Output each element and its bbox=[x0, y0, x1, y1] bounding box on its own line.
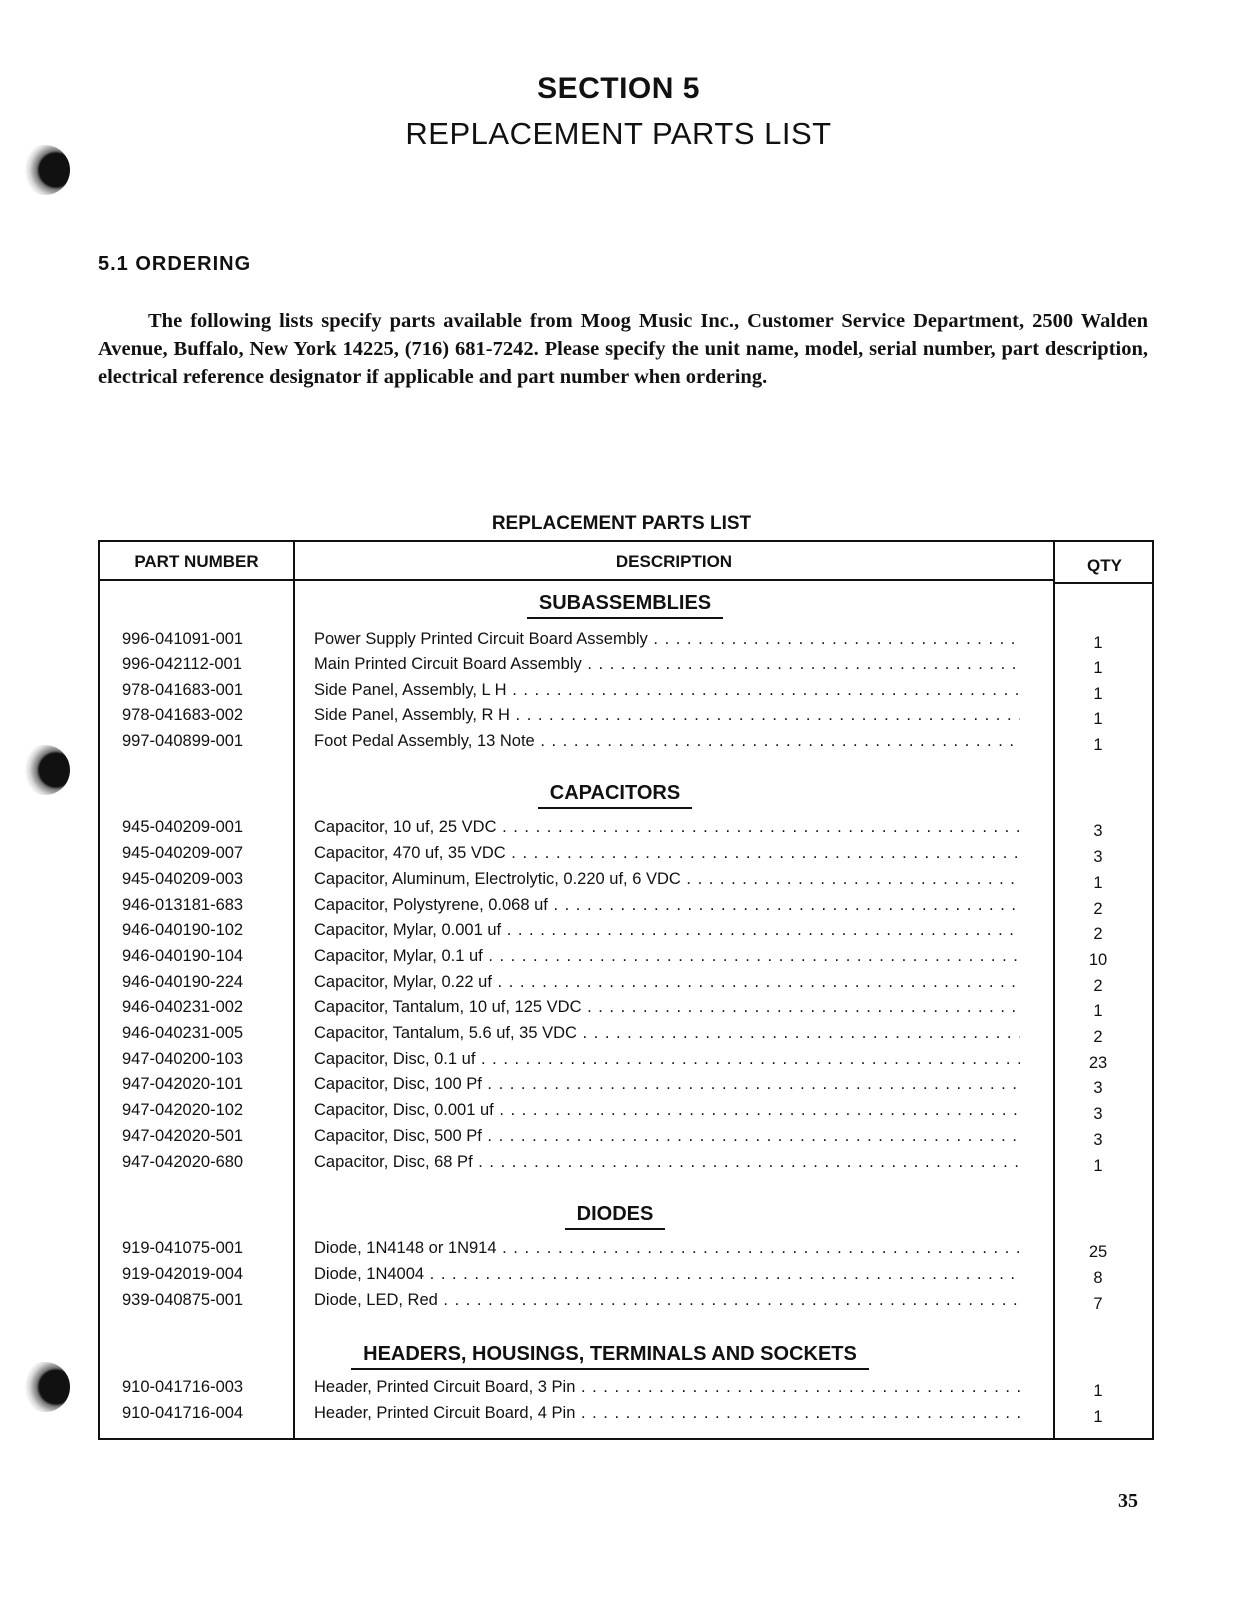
quantity: 1 bbox=[1093, 1002, 1103, 1020]
quantity: 3 bbox=[1093, 822, 1103, 840]
description: Capacitor, Polystyrene, 0.068 uf . . . bbox=[314, 896, 1020, 915]
quantity: 1 bbox=[1093, 1408, 1103, 1426]
part-number: 946-040190-104 bbox=[122, 947, 244, 965]
quantity: 1 bbox=[1093, 874, 1103, 892]
quantity: 8 bbox=[1093, 1269, 1103, 1287]
description: Diode, 1N4004 . . . bbox=[314, 1265, 1020, 1284]
part-number: 946-040231-005 bbox=[122, 1024, 244, 1042]
description: Capacitor, Disc, 0.1 uf . . . bbox=[314, 1050, 1020, 1069]
binder-hole-icon bbox=[20, 1362, 70, 1412]
part-number: 946-040190-224 bbox=[122, 973, 244, 991]
part-number: 919-042019-004 bbox=[122, 1265, 244, 1283]
description: Capacitor, Aluminum, Electrolytic, 0.220 uf, 6 VDC . . . bbox=[314, 870, 1020, 889]
ordering-heading: 5.1 ORDERING bbox=[98, 253, 252, 275]
part-number: 939-040875-001 bbox=[122, 1291, 244, 1309]
part-number: 947-042020-101 bbox=[122, 1075, 244, 1093]
description: Capacitor, Mylar, 0.1 uf . . . bbox=[314, 947, 1020, 966]
quantity: 3 bbox=[1093, 1105, 1103, 1123]
description: Capacitor, Disc, 68 Pf . . . bbox=[314, 1153, 1020, 1172]
quantity: 1 bbox=[1093, 685, 1103, 703]
description: Capacitor, Tantalum, 5.6 uf, 35 VDC . . . bbox=[314, 1024, 1020, 1043]
quantity: 3 bbox=[1093, 1131, 1103, 1149]
table-row bbox=[100, 1378, 1152, 1404]
table-row bbox=[100, 1075, 1152, 1101]
table-row bbox=[100, 1153, 1152, 1179]
group-heading-diodes: DIODES bbox=[285, 1203, 945, 1230]
table-row bbox=[100, 947, 1152, 973]
quantity: 23 bbox=[1088, 1054, 1108, 1072]
quantity: 25 bbox=[1088, 1243, 1108, 1261]
part-number: 945-040209-003 bbox=[122, 870, 244, 888]
description: Capacitor, 470 uf, 35 VDC . . . bbox=[314, 844, 1020, 863]
ordering-paragraph: The following lists specify parts available from Moog Music Inc., Customer Service Department, 2500 Walden Avenue, Buffalo, New York 14225, (716) 681-7242. Please specify the unit name, model, serial number, part description, electrical reference designator if applicable and part number when ordering. bbox=[98, 310, 1148, 388]
binder-hole-icon bbox=[20, 145, 70, 195]
description: Capacitor, Disc, 0.001 uf . . . bbox=[314, 1101, 1020, 1120]
description: Diode, 1N4148 or 1N914 . . . bbox=[314, 1239, 1020, 1258]
column-header-part-number: PART NUMBER bbox=[134, 552, 259, 571]
description: Main Printed Circuit Board Assembly . . . bbox=[314, 655, 1020, 674]
group-heading-capacitors: CAPACITORS bbox=[285, 782, 945, 809]
part-number: 919-041075-001 bbox=[122, 1239, 244, 1257]
table-row bbox=[100, 921, 1152, 947]
description: Foot Pedal Assembly, 13 Note . . . bbox=[314, 732, 1020, 751]
description: Capacitor, Mylar, 0.22 uf . . . bbox=[314, 973, 1020, 992]
part-number: 946-040190-102 bbox=[122, 921, 244, 939]
part-number: 947-042020-501 bbox=[122, 1127, 244, 1145]
group-heading-headers: HEADERS, HOUSINGS, TERMINALS AND SOCKETS bbox=[280, 1343, 940, 1370]
quantity: 1 bbox=[1093, 736, 1103, 754]
quantity: 3 bbox=[1093, 1079, 1103, 1097]
part-number: 946-013181-683 bbox=[122, 896, 244, 914]
quantity: 7 bbox=[1093, 1295, 1103, 1313]
table-row bbox=[100, 896, 1152, 922]
description: Header, Printed Circuit Board, 3 Pin . . . bbox=[314, 1378, 1020, 1397]
table-row bbox=[100, 818, 1152, 844]
quantity: 1 bbox=[1093, 1157, 1103, 1175]
description: Power Supply Printed Circuit Board Assembly . . . bbox=[314, 630, 1020, 649]
quantity: 2 bbox=[1093, 977, 1103, 995]
column-header-description: DESCRIPTION bbox=[615, 552, 733, 571]
description: Capacitor, Disc, 500 Pf . . . bbox=[314, 1127, 1020, 1146]
description: Side Panel, Assembly, L H . . . bbox=[314, 681, 1020, 700]
part-number: 910-041716-003 bbox=[122, 1378, 244, 1396]
quantity: 3 bbox=[1093, 848, 1103, 866]
column-header-qty: QTY bbox=[1087, 556, 1122, 575]
description: Diode, LED, Red . . . bbox=[314, 1291, 1020, 1310]
quantity: 1 bbox=[1093, 659, 1103, 677]
table-row bbox=[100, 844, 1152, 870]
table-row bbox=[100, 630, 1152, 656]
header-rule bbox=[1055, 582, 1154, 584]
part-number: 978-041683-002 bbox=[122, 706, 244, 724]
table-row bbox=[100, 998, 1152, 1024]
quantity: 2 bbox=[1093, 1028, 1103, 1046]
part-number: 946-040231-002 bbox=[122, 998, 244, 1016]
part-number: 945-040209-007 bbox=[122, 844, 244, 862]
quantity: 1 bbox=[1093, 710, 1103, 728]
table-row bbox=[100, 1101, 1152, 1127]
part-number: 947-042020-102 bbox=[122, 1101, 244, 1119]
description: Capacitor, Mylar, 0.001 uf . . . bbox=[314, 921, 1020, 940]
description: Capacitor, 10 uf, 25 VDC . . . bbox=[314, 818, 1020, 837]
quantity: 10 bbox=[1088, 951, 1108, 969]
table-row bbox=[100, 706, 1152, 732]
group-heading-subassemblies: SUBASSEMBLIES bbox=[295, 592, 955, 619]
description: Capacitor, Tantalum, 10 uf, 125 VDC . . . bbox=[314, 998, 1020, 1017]
table-row bbox=[100, 1404, 1152, 1430]
table-row bbox=[100, 1024, 1152, 1050]
part-number: 978-041683-001 bbox=[122, 681, 244, 699]
part-number: 947-042020-680 bbox=[122, 1153, 244, 1171]
quantity: 2 bbox=[1093, 925, 1103, 943]
page-number: 35 bbox=[1118, 1490, 1138, 1512]
table-row bbox=[100, 1050, 1152, 1076]
section-title: SECTION 5 bbox=[537, 72, 700, 105]
table-row bbox=[100, 1265, 1152, 1291]
part-number: 910-041716-004 bbox=[122, 1404, 244, 1422]
table-caption: REPLACEMENT PARTS LIST bbox=[491, 513, 752, 534]
table-row bbox=[100, 1127, 1152, 1153]
binder-hole-icon bbox=[20, 745, 70, 795]
part-number: 996-042112-001 bbox=[122, 655, 242, 673]
part-number: 997-040899-001 bbox=[122, 732, 244, 750]
quantity: 1 bbox=[1093, 1382, 1103, 1400]
table-row bbox=[100, 1239, 1152, 1265]
part-number: 996-041091-001 bbox=[122, 630, 244, 648]
part-number: 945-040209-001 bbox=[122, 818, 244, 836]
table-row bbox=[100, 973, 1152, 999]
part-number: 947-040200-103 bbox=[122, 1050, 244, 1068]
table-row bbox=[100, 732, 1152, 758]
quantity: 1 bbox=[1093, 634, 1103, 652]
description: Capacitor, Disc, 100 Pf . . . bbox=[314, 1075, 1020, 1094]
table-row bbox=[100, 1291, 1152, 1317]
table-row bbox=[100, 681, 1152, 707]
table-row bbox=[100, 655, 1152, 681]
description: Header, Printed Circuit Board, 4 Pin . . . bbox=[314, 1404, 1020, 1423]
description: Side Panel, Assembly, R H . . . bbox=[314, 706, 1020, 725]
header-rule bbox=[100, 579, 1053, 581]
page-title: REPLACEMENT PARTS LIST bbox=[405, 116, 832, 151]
quantity: 2 bbox=[1093, 900, 1103, 918]
table-row bbox=[100, 870, 1152, 896]
